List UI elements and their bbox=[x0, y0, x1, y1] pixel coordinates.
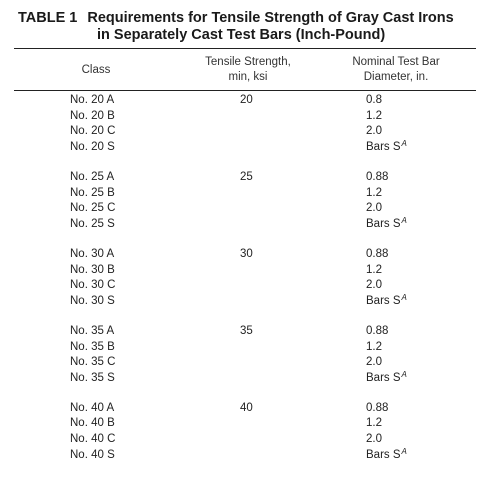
table-top-rule bbox=[14, 48, 476, 49]
footnote-marker: A bbox=[401, 446, 407, 456]
table-body bbox=[0, 93, 491, 478]
footnote-marker: A bbox=[401, 369, 407, 379]
table-row bbox=[0, 93, 491, 109]
table-row bbox=[0, 140, 491, 156]
header-diameter-line-1: Nominal Test Bar bbox=[352, 56, 440, 68]
table-row bbox=[0, 448, 491, 464]
cell-diameter-text: 0.8 bbox=[366, 94, 382, 106]
cell-diameter bbox=[366, 109, 382, 125]
cell-diameter bbox=[366, 432, 382, 448]
cell-diameter-text: 0.88 bbox=[366, 170, 389, 183]
cell-diameter bbox=[366, 448, 407, 464]
table-row bbox=[0, 186, 491, 202]
cell-class: No. 30 S bbox=[70, 294, 115, 307]
cell-class: No. 40 B bbox=[70, 417, 115, 430]
cell-diameter bbox=[366, 140, 407, 156]
table-row bbox=[0, 371, 491, 387]
header-diameter-line-2: Diameter, in. bbox=[363, 71, 429, 83]
cell-diameter bbox=[366, 340, 382, 356]
cell-class: No. 25 C bbox=[70, 202, 116, 215]
table-row bbox=[0, 278, 491, 294]
header-tensile-line-2: min, ksi bbox=[228, 71, 268, 83]
cell-diameter-text: 1.2 bbox=[366, 417, 382, 430]
cell-class: No. 30 A bbox=[70, 247, 115, 260]
cell-diameter-text: 0.88 bbox=[366, 324, 389, 337]
header-class: Class bbox=[81, 64, 111, 76]
table-title bbox=[18, 10, 478, 44]
cell-class: No. 40 S bbox=[70, 448, 115, 461]
cell-diameter bbox=[366, 93, 382, 109]
cell-diameter-text: 0.88 bbox=[366, 247, 389, 260]
cell-class: No. 20 A bbox=[70, 94, 115, 106]
cell-tensile-strength: 20 bbox=[240, 94, 253, 106]
cell-diameter bbox=[366, 401, 388, 417]
cell-diameter-text: 2.0 bbox=[366, 125, 382, 138]
footnote-marker: A bbox=[401, 215, 407, 225]
cell-diameter bbox=[366, 294, 407, 310]
table-row bbox=[0, 340, 491, 356]
cell-diameter-text: Bars S bbox=[366, 371, 401, 384]
cell-tensile-strength: 40 bbox=[240, 401, 253, 414]
cell-diameter bbox=[366, 355, 382, 371]
header-tensile-strength bbox=[188, 55, 308, 85]
table-number: TABLE 1 bbox=[18, 10, 78, 26]
cell-diameter-text: 1.2 bbox=[366, 109, 382, 122]
cell-diameter bbox=[366, 201, 382, 217]
table-title-line-2: in Separately Cast Test Bars (Inch-Pound) bbox=[97, 27, 386, 43]
cell-class: No. 35 S bbox=[70, 371, 115, 384]
cell-class: No. 35 C bbox=[70, 356, 116, 369]
table-row bbox=[0, 247, 491, 263]
cell-diameter bbox=[366, 217, 407, 233]
row-group bbox=[0, 247, 491, 309]
table-row bbox=[0, 109, 491, 125]
table-row bbox=[0, 432, 491, 448]
cell-class: No. 30 C bbox=[70, 279, 116, 292]
cell-diameter bbox=[366, 416, 382, 432]
cell-diameter bbox=[366, 324, 388, 340]
cell-tensile-strength: 25 bbox=[240, 170, 253, 183]
cell-class: No. 20 B bbox=[70, 109, 115, 122]
cell-diameter bbox=[366, 263, 382, 279]
cell-diameter-text: Bars S bbox=[366, 217, 401, 230]
cell-diameter-text: 0.88 bbox=[366, 401, 389, 414]
cell-class: No. 30 B bbox=[70, 263, 115, 276]
table-row bbox=[0, 401, 491, 417]
cell-class: No. 25 S bbox=[70, 217, 115, 230]
cell-diameter-text: 2.0 bbox=[366, 202, 382, 215]
cell-class: No. 25 A bbox=[70, 170, 115, 183]
cell-diameter-text: 1.2 bbox=[366, 263, 382, 276]
cell-diameter-text: 1.2 bbox=[366, 340, 382, 353]
footnote-marker: A bbox=[401, 292, 407, 302]
table-row bbox=[0, 217, 491, 233]
row-group bbox=[0, 401, 491, 463]
cell-diameter-text: 2.0 bbox=[366, 279, 382, 292]
cell-diameter-text: Bars S bbox=[366, 140, 401, 153]
cell-diameter-text: 2.0 bbox=[366, 356, 382, 369]
cell-class: No. 35 A bbox=[70, 324, 115, 337]
cell-diameter bbox=[366, 278, 382, 294]
header-bottom-rule bbox=[14, 90, 476, 91]
cell-diameter-text: 2.0 bbox=[366, 433, 382, 446]
table-row bbox=[0, 416, 491, 432]
table-title-line-1 bbox=[18, 10, 478, 27]
header-diameter bbox=[326, 55, 466, 85]
cell-diameter-text: Bars S bbox=[366, 448, 401, 461]
cell-class: No. 25 B bbox=[70, 186, 115, 199]
cell-diameter-text: Bars S bbox=[366, 294, 401, 307]
row-group bbox=[0, 170, 491, 232]
cell-diameter bbox=[366, 186, 382, 202]
table-row bbox=[0, 170, 491, 186]
cell-class: No. 20 S bbox=[70, 140, 115, 153]
cell-class: No. 20 C bbox=[70, 125, 116, 138]
table-row bbox=[0, 263, 491, 279]
row-group bbox=[0, 93, 491, 155]
row-group bbox=[0, 324, 491, 386]
table-row bbox=[0, 324, 491, 340]
cell-diameter bbox=[366, 247, 388, 263]
cell-class: No. 40 C bbox=[70, 433, 116, 446]
table-row bbox=[0, 201, 491, 217]
cell-diameter-text: 1.2 bbox=[366, 186, 382, 199]
table-title-text-1: Requirements for Tensile Strength of Gray Cast Irons bbox=[87, 10, 454, 26]
cell-class: No. 35 B bbox=[70, 340, 115, 353]
cell-diameter bbox=[366, 170, 388, 186]
cell-diameter bbox=[366, 371, 407, 387]
footnote-marker: A bbox=[401, 138, 407, 148]
cell-tensile-strength: 35 bbox=[240, 324, 253, 337]
table-row bbox=[0, 294, 491, 310]
table-row bbox=[0, 124, 491, 140]
table-row bbox=[0, 355, 491, 371]
header-tensile-line-1: Tensile Strength, bbox=[205, 56, 291, 68]
cell-diameter bbox=[366, 124, 382, 140]
cell-tensile-strength: 30 bbox=[240, 247, 253, 260]
cell-class: No. 40 A bbox=[70, 401, 115, 414]
